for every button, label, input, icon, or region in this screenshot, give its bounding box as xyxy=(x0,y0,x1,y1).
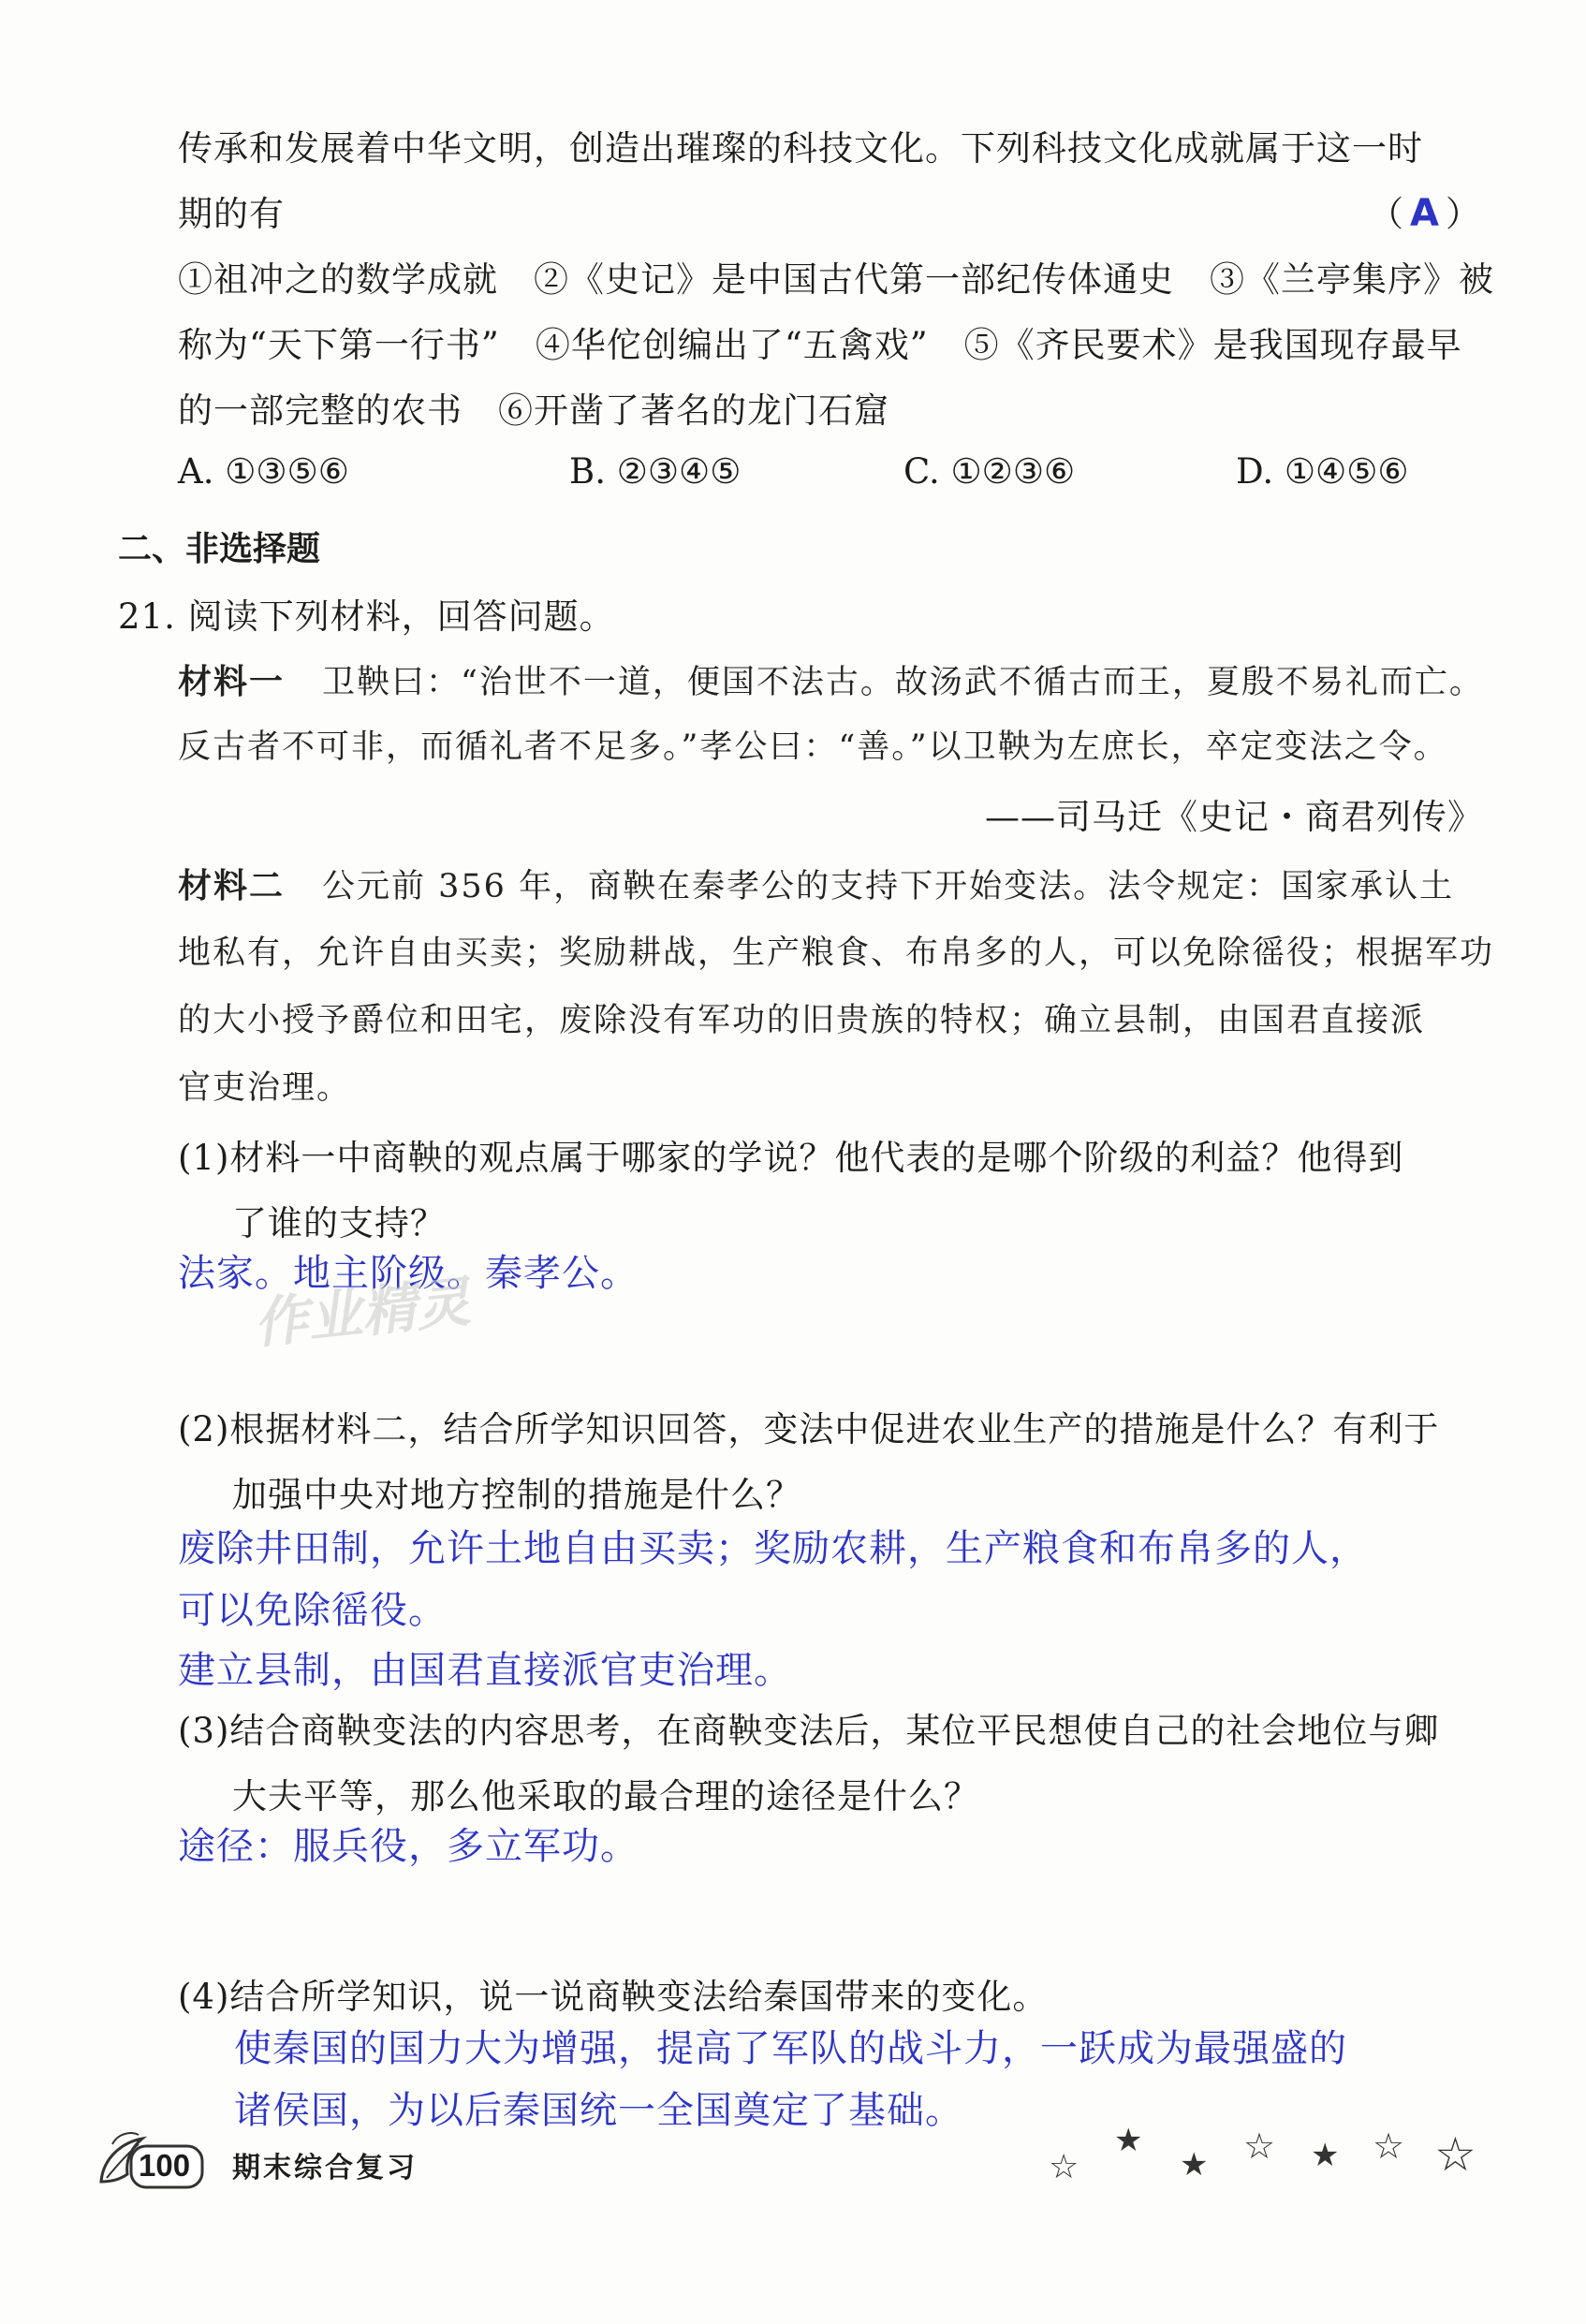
star-icon: ☆ xyxy=(1434,2127,1476,2182)
material1-source: ——司马迁《史记・商君列传》 xyxy=(985,797,1483,837)
part3-question-line1: (3)结合商鞅变法的内容思考，在商鞅变法后，某位平民想使自己的社会地位与卿 xyxy=(178,1711,1440,1751)
page-number: 100 xyxy=(139,2148,191,2183)
footer-title: 期末综合复习 xyxy=(232,2152,418,2184)
part1-question-line1: (1)材料一中商鞅的观点属于哪家的学说？他代表的是哪个阶级的利益？他得到 xyxy=(178,1138,1404,1178)
page-badge xyxy=(94,2125,206,2191)
part3-answer: 途径：服兵役，多立军功。 xyxy=(178,1825,639,1868)
material2-line2: 地私有，允许自由买卖；奖励耕战，生产粮食、布帛多的人，可以免除徭役；根据军功 xyxy=(178,934,1495,972)
material1-text1: 卫鞅曰：“治世不一道，便国不法古。故汤武不循古而王，夏殷不易礼而亡。 xyxy=(322,664,1484,701)
star-icon: ☆ xyxy=(1243,2125,1276,2167)
section-title: 二、非选择题 xyxy=(118,530,321,568)
q20-stem-line2: 期的有 xyxy=(178,194,285,234)
part4-answer-line1: 使秦国的国力大为增强，提高了军队的战斗力，一跃成为最强盛的 xyxy=(234,2027,1347,2070)
q20-items-line2: 称为“天下第一行书” ④华佗创编出了“五禽戏” ⑤《齐民要术》是我国现存最早 xyxy=(178,325,1462,365)
star-row xyxy=(1049,2118,1498,2193)
material2-line3: 的大小授予爵位和田宅，废除没有军功的旧贵族的特权；确立县制，由国君直接派 xyxy=(178,1002,1426,1039)
part1-question-line2: 了谁的支持？ xyxy=(232,1203,446,1243)
material2-label: 材料二 xyxy=(178,867,286,905)
watermark: 作业精灵 xyxy=(250,1270,474,1356)
material2-line1 xyxy=(178,860,1454,907)
part2-answer-line1: 废除井田制，允许土地自由买卖；奖励农耕，生产粮食和布帛多的人， xyxy=(178,1527,1368,1570)
part2-question-line1: (2)根据材料二，结合所学知识回答，变法中促进农业生产的措施是什么？有利于 xyxy=(178,1409,1440,1449)
paren-close: ） xyxy=(1445,194,1481,234)
q20-answer: A xyxy=(1410,192,1440,235)
star-icon: ★ xyxy=(1180,2146,1209,2184)
q20-option-a: A. ①③⑤⑥ xyxy=(178,451,349,492)
q20-items-line1: ①祖冲之的数学成就 ②《史记》是中国古代第一部纪传体通史 ③《兰亭集序》被 xyxy=(178,259,1494,300)
material1-label: 材料一 xyxy=(178,663,286,701)
material2-text1: 公元前 356 年，商鞅在秦孝公的支持下开始变法。法令规定：国家承认土 xyxy=(322,868,1455,905)
q20-answer-bracket xyxy=(1369,185,1481,236)
material1-line1 xyxy=(178,655,1484,703)
q20-option-d: D. ①④⑤⑥ xyxy=(1236,451,1409,492)
part2-answer-line3: 建立县制，由国君直接派官吏治理。 xyxy=(178,1649,792,1692)
paren-open: （ xyxy=(1369,194,1404,234)
q20-items-line3: 的一部完整的农书 ⑥开凿了著名的龙门石窟 xyxy=(178,390,889,431)
material1-line2: 反古者不可非，而循礼者不足多。”孝公曰：“善。”以卫鞅为左庶长，卒定变法之令。 xyxy=(178,728,1448,766)
star-icon: ★ xyxy=(1114,2122,1143,2159)
star-icon: ☆ xyxy=(1049,2148,1079,2186)
q20-option-c: C. ①②③⑥ xyxy=(903,451,1076,492)
star-icon: ☆ xyxy=(1373,2125,1405,2167)
part1-answer: 法家。地主阶级。秦孝公。 xyxy=(178,1252,639,1295)
part2-answer-line2: 可以免除徭役。 xyxy=(178,1589,447,1632)
material2-line4: 官吏治理。 xyxy=(178,1069,352,1107)
part2-question-line2: 加强中央对地方控制的措施是什么？ xyxy=(232,1475,801,1515)
part4-answer-line2: 诸侯国，为以后秦国统一全国奠定了基础。 xyxy=(234,2089,963,2132)
star-icon: ★ xyxy=(1311,2137,1340,2174)
q20-option-b: B. ②③④⑤ xyxy=(569,451,742,492)
part3-question-line2: 大夫平等，那么他采取的最合理的途径是什么？ xyxy=(232,1776,979,1817)
q20-stem-line1: 传承和发展着中华文明，创造出璀璨的科技文化。下列科技文化成就属于这一时 xyxy=(178,128,1423,169)
q21-stem: 21. 阅读下列材料，回答问题。 xyxy=(118,596,615,637)
part4-question: (4)结合所学知识，说一说商鞅变法给秦国带来的变化。 xyxy=(178,1977,1049,2017)
